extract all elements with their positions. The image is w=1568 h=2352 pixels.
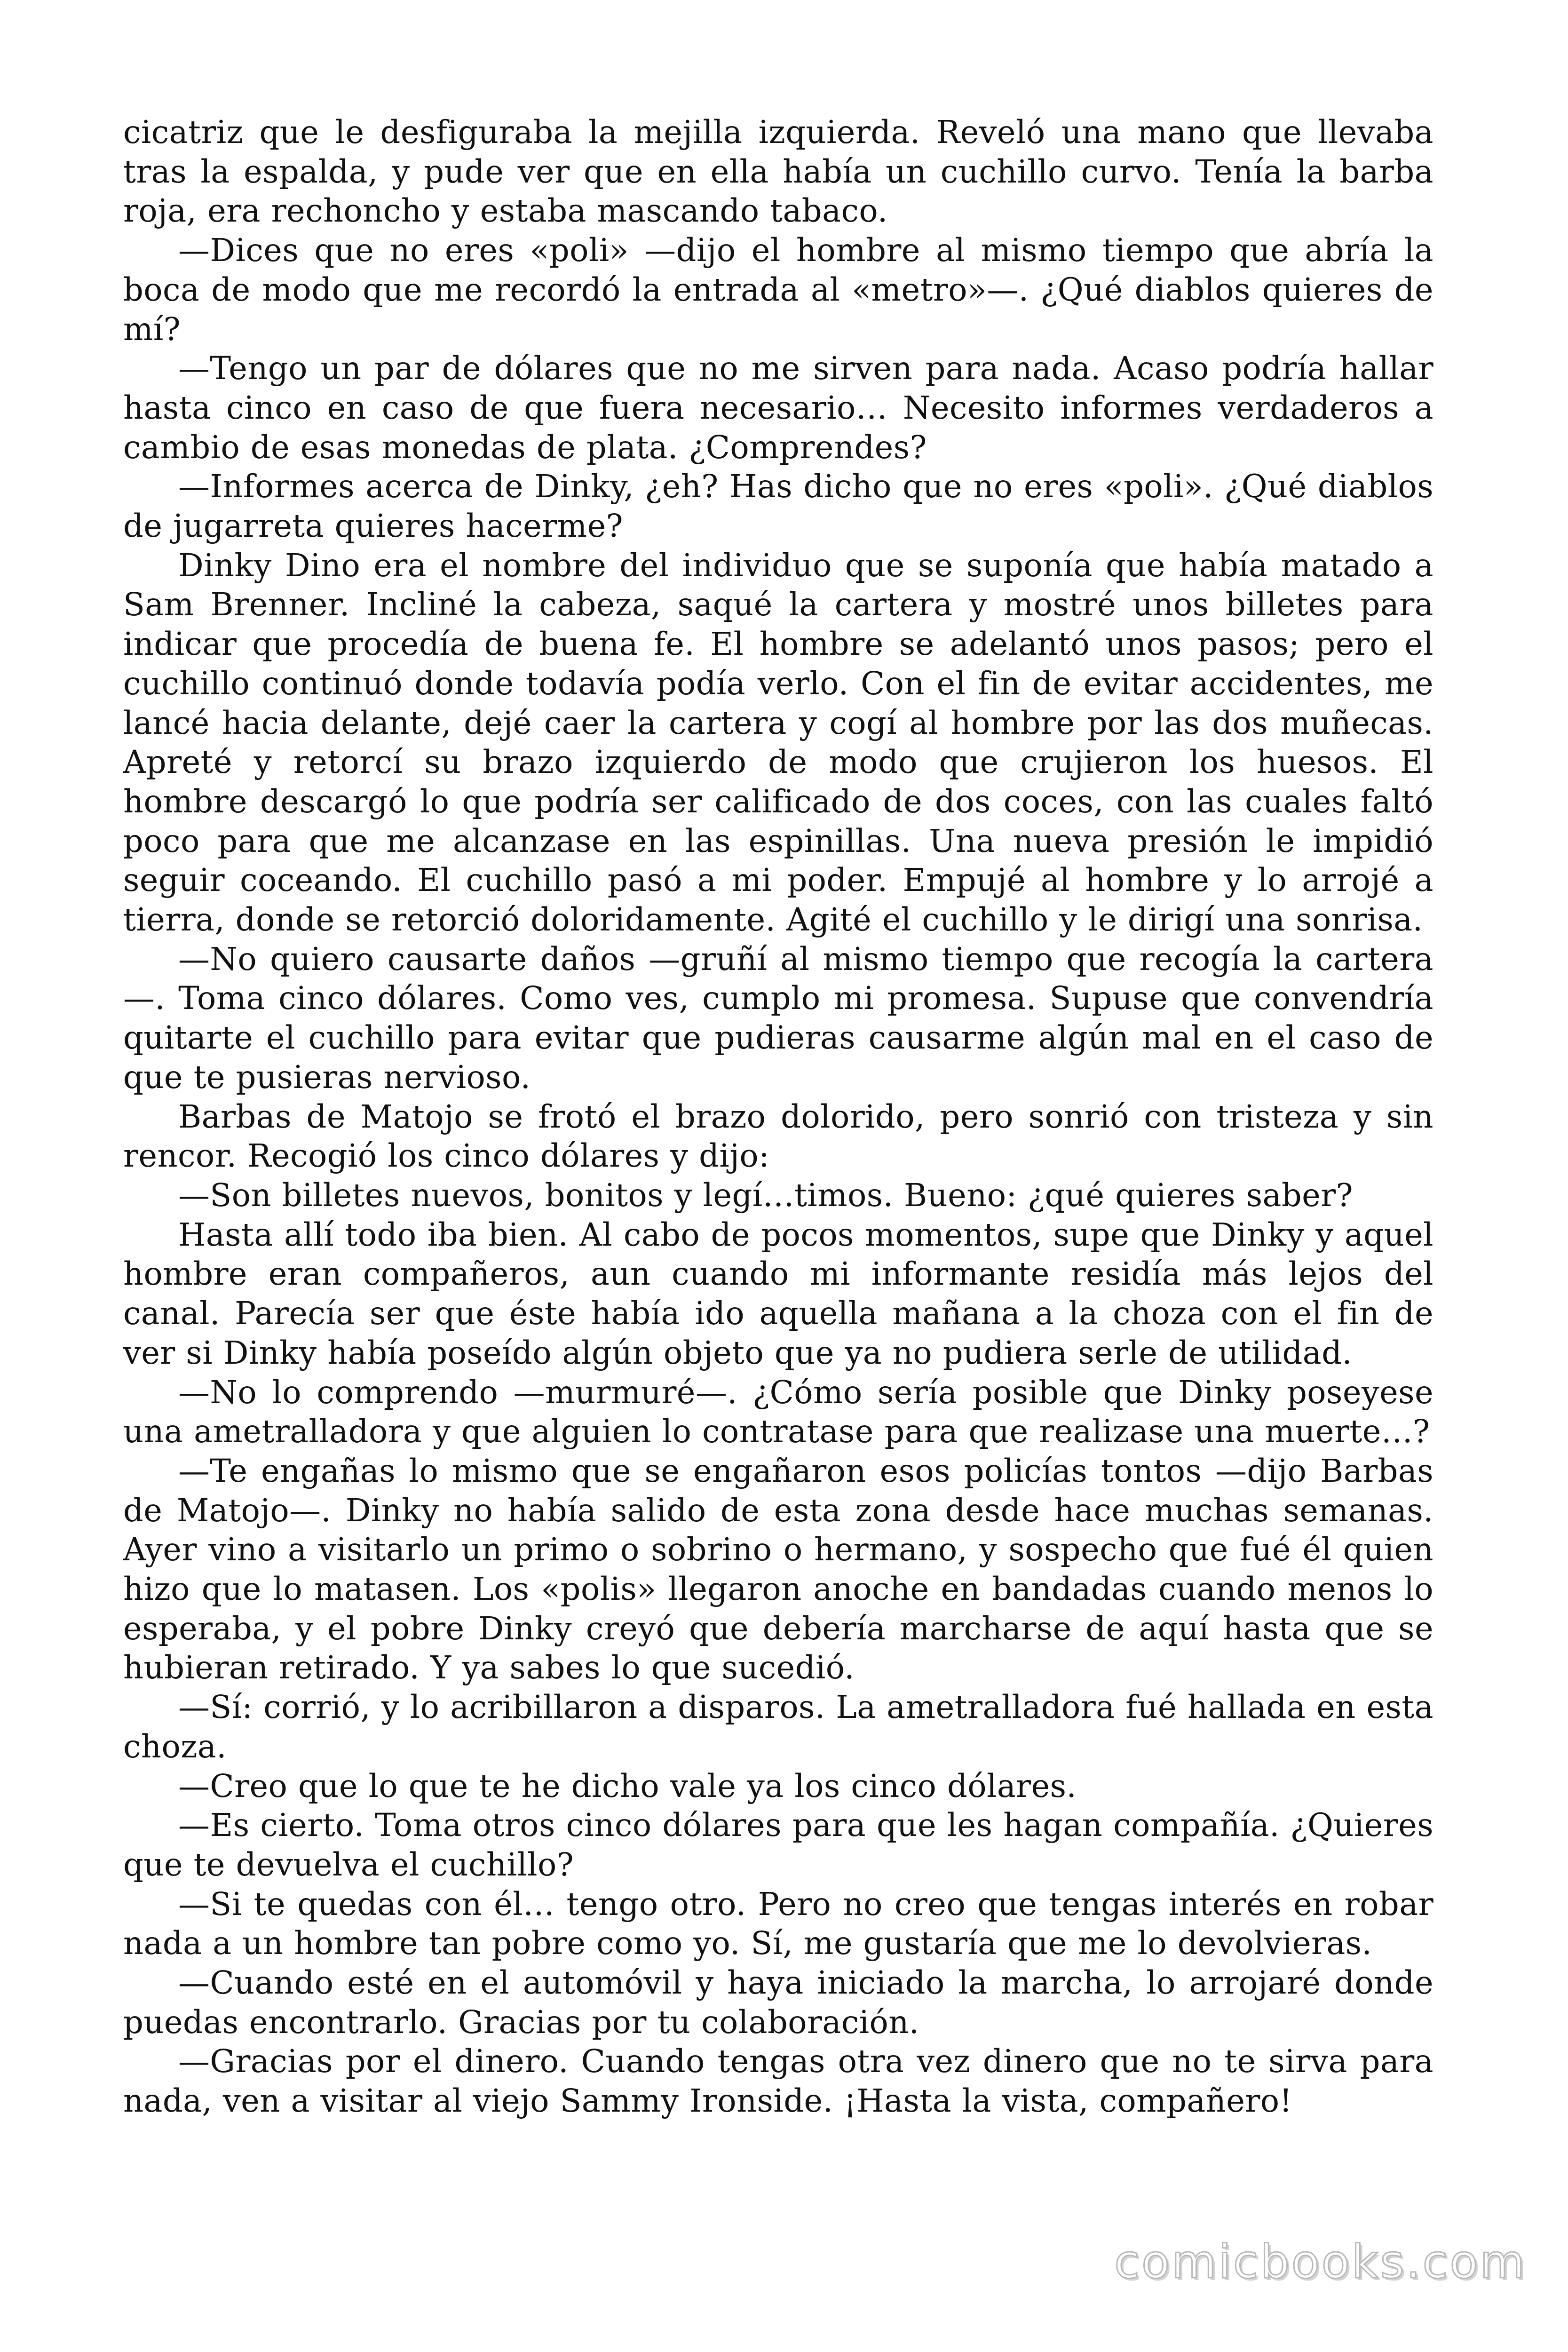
paragraph: —Informes acerca de Dinky, ¿eh? Has dicho que no eres «poli». ¿Qué diablos de jugarreta quieres hacerme? (123, 468, 1433, 545)
paragraph: —Tengo un par de dólares que no me sirven para nada. Acaso podría hallar hasta cinco en caso de que fuera necesario… Necesito informes verdaderos a cambio de esas monedas de plata. ¿Comprendes? (123, 350, 1433, 466)
paragraph: —No quiero causarte daños —gruñí al mismo tiempo que recogía la cartera —. Toma cinco dólares. Como ves, cumplo mi promesa. Supuse que convendría quitarte el cuchillo para evitar que pudieras causarme algún mal en el caso de que te pusieras nervioso. (123, 940, 1433, 1096)
watermark: comicbooks.com (1114, 2235, 1527, 2289)
paragraph: Hasta allí todo iba bien. Al cabo de pocos momentos, supe que Dinky y aquel hombre eran compañeros, aun cuando mi informante residía más lejos del canal. Parecía ser que éste había ido aquella mañana a la choza con el fin de ver si Dinky había poseído algún objeto que ya no pudiera serle de utilidad. (123, 1216, 1433, 1371)
paragraph: —Cuando esté en el automóvil y haya iniciado la marcha, lo arrojaré donde puedas encontrarlo. Gracias por tu colaboración. (123, 1964, 1433, 2041)
paragraph: Barbas de Matojo se frotó el brazo dolorido, pero sonrió con tristeza y sin rencor. Recogió los cinco dólares y dijo: (123, 1098, 1433, 1175)
paragraph: cicatriz que le desfiguraba la mejilla izquierda. Reveló una mano que llevaba tras la espalda, y pude ver que en ella había un cuchillo curvo. Tenía la barba roja, era rechoncho y estaba mascando tabaco. (123, 114, 1433, 230)
paragraph: —Sí: corrió, y lo acribillaron a disparos. La ametralladora fué hallada en esta choza. (123, 1689, 1433, 1765)
paragraph: —Creo que lo que te he dicho vale ya los cinco dólares. (178, 1767, 1077, 1804)
paragraph: —Es cierto. Toma otros cinco dólares para que les hagan compañía. ¿Quieres que te devuelva el cuchillo? (123, 1807, 1433, 1883)
paragraph: —Si te quedas con él… tengo otro. Pero no creo que tengas interés en robar nada a un hombre tan pobre como yo. Sí, me gustaría que me lo devolvieras. (123, 1885, 1433, 1962)
paragraph: —No lo comprendo —murmuré—. ¿Cómo sería posible que Dinky poseyese una ametralladora y que alguien lo contratase para que realizase una muerte…? (123, 1374, 1433, 1450)
body-text (123, 113, 1433, 2121)
paragraph: —Te engañas lo mismo que se engañaron esos policías tontos —dijo Barbas de Matojo—. Dinky no había salido de esta zona desde hace muchas semanas. Ayer vino a visitarlo un primo o sobrino o hermano, y sospecho que fué él quien hizo que lo matasen. Los «polis» llegaron anoche en bandadas cuando menos lo esperaba, y el pobre Dinky creyó que debería marcharse de aquí hasta que se hubieran retirado. Y ya sabes lo que sucedió. (123, 1452, 1433, 1686)
paragraph: —Gracias por el dinero. Cuando tengas otra vez dinero que no te sirva para nada, ven a visitar al viejo Sammy Ironside. ¡Hasta la vista, compañero! (123, 2043, 1433, 2120)
paragraph: —Dices que no eres «poli» —dijo el hombre al mismo tiempo que abría la boca de modo que me recordó la entrada al «metro»—. ¿Qué diablos quieres de mí? (123, 232, 1433, 348)
paragraph: —Son billetes nuevos, bonitos y legí…timos. Bueno: ¿qué quieres saber? (178, 1176, 1353, 1214)
paragraph: Dinky Dino era el nombre del individuo que se suponía que había matado a Sam Brenner. Incliné la cabeza, saqué la cartera y mostré unos billetes para indicar que procedía de buena fe. El hombre se adelantó unos pasos; pero el cuchillo continuó donde todavía podía verlo. Con el fin de evitar accidentes, me lancé hacia delante, dejé caer la cartera y cogí al hombre por las dos muñecas. Apreté y retorcí su brazo izquierdo de modo que crujieron los huesos. El hombre descargó lo que podría ser calificado de dos coces, con las cuales faltó poco para que me alcanzase en las espinillas. Una nueva presión le impidió seguir coceando. El cuchillo pasó a mi poder. Empujé al hombre y lo arrojé a tierra, donde se retorció doloridamente. Agité el cuchillo y le dirigí una sonrisa. (123, 547, 1433, 938)
